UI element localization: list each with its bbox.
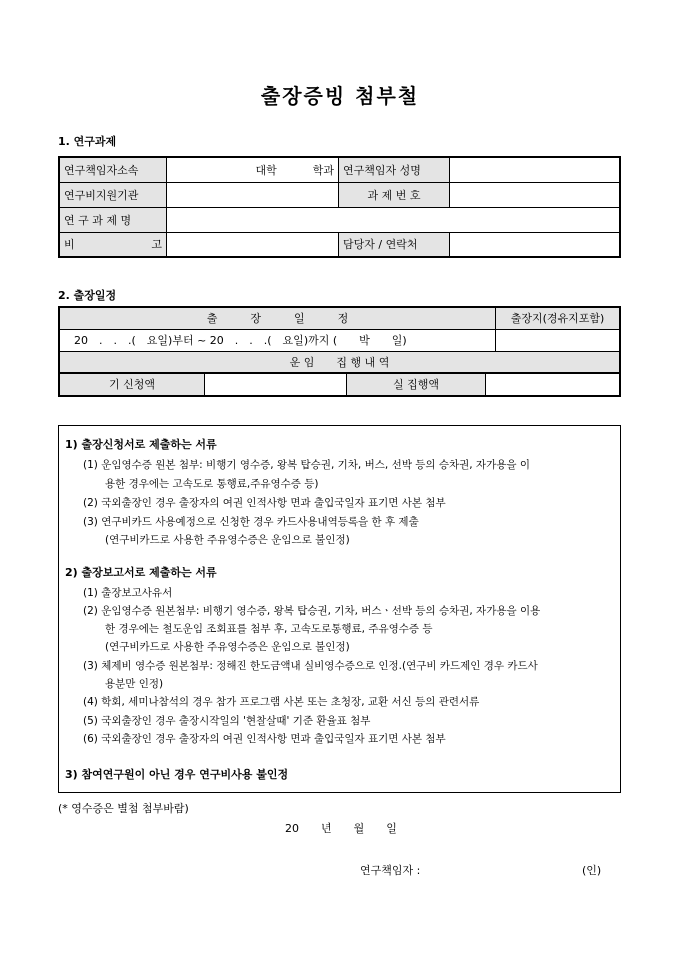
contact-label: 담당자 / 연락처 (339, 232, 450, 257)
affiliation-label: 연구책임자소속 (59, 157, 167, 182)
project-table (58, 156, 621, 258)
required-documents-box (58, 425, 621, 793)
actual-label: 실 집행액 (347, 374, 486, 396)
project-name-field[interactable] (167, 207, 621, 232)
doc-item: (3) 체제비 영수증 원본첨부: 정해진 한도금액내 실비영수증으로 인정.(연구비 카드제인 경우 카드사 (83, 660, 538, 672)
doc-item: (1) 출장보고사유서 (83, 587, 173, 599)
univ-text: 대학 (255, 163, 277, 177)
contact-field[interactable] (450, 232, 621, 257)
place-field[interactable] (496, 329, 621, 351)
pi-name-label: 연구책임자 성명 (339, 157, 450, 182)
docs-heading-3: 3) 참여연구원이 아닌 경우 연구비사용 불인정 (65, 768, 289, 781)
remark-label (59, 232, 167, 257)
pi-name-field[interactable] (450, 157, 621, 182)
project-no-field[interactable] (450, 182, 621, 207)
remark-a: 비 (64, 238, 75, 252)
doc-item: 용한 경우에는 고속도로 통행료,주유영수증 등) (105, 478, 319, 490)
funder-label: 연구비지원기관 (59, 182, 167, 207)
doc-item: (4) 학회, 세미나참석의 경우 참가 프로그램 사본 또는 초청장, 교환 서신 등의 관련서류 (83, 696, 480, 708)
dept-text: 학과 (312, 163, 334, 177)
seal-mark: (인) (582, 864, 602, 877)
doc-item: (2) 운임영수증 원본첨부: 비행기 영수증, 왕복 탑승권, 기차, 버스ㆍ선박 등의 승차권, 자가용을 이용 (83, 605, 541, 617)
requested-label: 기 신청액 (59, 374, 205, 396)
place-header: 출장지(경유지포함) (496, 307, 621, 329)
funder-field[interactable] (167, 182, 339, 207)
docs-heading-2: 2) 출장보고서로 제출하는 서류 (65, 566, 217, 579)
docs-heading-1: 1) 출장신청서로 제출하는 서류 (65, 438, 217, 451)
schedule-header: 출 장 일 정 (59, 307, 496, 329)
receipt-note: (* 영수증은 별첨 첨부바람) (58, 802, 189, 815)
section-1-heading: 1. 연구과제 (58, 135, 117, 148)
section-2-heading: 2. 출장일정 (58, 289, 117, 302)
doc-item: (6) 국외출장인 경우 출장자의 여권 인적사항 면과 출입국일자 표기면 사본 첨부 (83, 733, 446, 745)
signer-label: 연구책임자 : (360, 864, 421, 877)
doc-item: 용분만 인정) (105, 678, 164, 690)
page-title: 출장증빙 첨부철 (260, 84, 420, 108)
affiliation-field[interactable] (167, 157, 339, 182)
doc-item: (1) 운임영수증 원본 첨부: 비행기 영수증, 왕복 탑승권, 기차, 버스, 선박 등의 승차권, 자가용을 이 (83, 459, 530, 471)
doc-item: (연구비카드로 사용한 주유영수증은 운임으로 불인정) (105, 534, 350, 546)
project-name-label: 연 구 과 제 명 (59, 207, 167, 232)
doc-item: (3) 연구비카드 사용예정으로 신청한 경우 카드사용내역등록을 한 후 제출 (83, 516, 419, 528)
schedule-table (58, 306, 621, 374)
doc-item: (2) 국외출장인 경우 출장자의 여권 인적사항 면과 출입국일자 표기면 사본 첨부 (83, 497, 446, 509)
doc-item: (5) 국외출장인 경우 출장시작일의 '현찰살때' 기준 환율표 첨부 (83, 715, 371, 727)
fare-table (58, 373, 621, 397)
date-line: 20 년 월 일 (285, 822, 397, 835)
doc-item: (연구비카드로 사용한 주유영수증은 운임으로 불인정) (105, 641, 350, 653)
schedule-field[interactable]: 20 . . .( 요일)부터 ~ 20 . . .( 요일)까지 ( 박 일) (59, 329, 496, 351)
project-no-label: 과 제 번 호 (339, 182, 450, 207)
fare-header: 운 임 집 행 내 역 (59, 351, 620, 373)
remark-b: 고 (151, 238, 162, 252)
doc-item: 한 경우에는 철도운임 조회표를 첨부 후, 고속도로통행료, 주유영수증 등 (105, 623, 433, 635)
remark-field[interactable] (167, 232, 339, 257)
requested-field[interactable] (205, 374, 347, 396)
actual-field[interactable] (486, 374, 621, 396)
